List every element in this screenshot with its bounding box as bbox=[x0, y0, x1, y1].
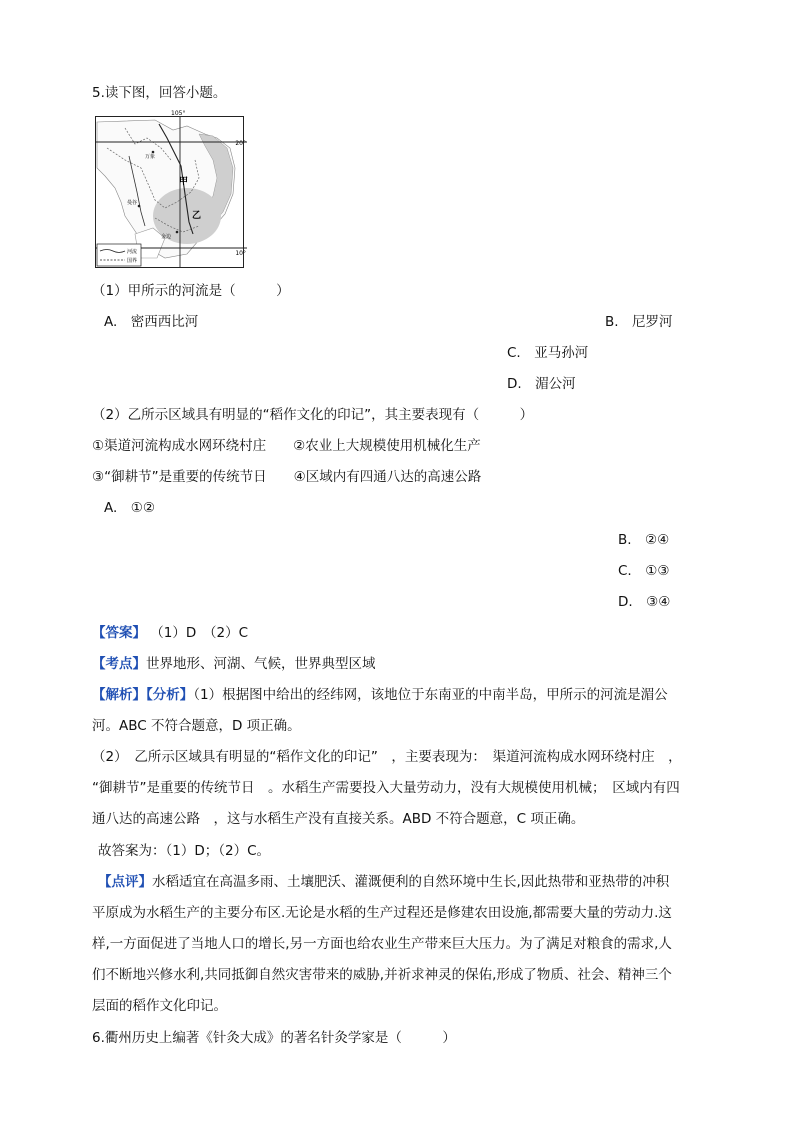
city-dot bbox=[152, 151, 155, 154]
answer-tag: 【答案】 bbox=[92, 625, 146, 641]
answer-line bbox=[92, 624, 248, 642]
lat-bottom-label: 10° bbox=[235, 250, 246, 257]
sub2-option-c: C. ①③ bbox=[618, 563, 670, 579]
dianping-tag: 【点评】 bbox=[98, 874, 152, 890]
sub2-statements-3-4: ③“御耕节”是重要的传统节日 ④区域内有四通八达的高速公路 bbox=[92, 469, 482, 485]
jiexi-tag: 【解析】【分析】 bbox=[92, 687, 194, 703]
kaodian-line bbox=[92, 655, 376, 673]
question-5-stem: 5.读下图，回答小题。 bbox=[92, 85, 227, 101]
city-phnompenh: 金边 bbox=[161, 234, 172, 240]
sub2-option-b: B. ②④ bbox=[618, 532, 670, 548]
dianping-text-1: 水稻适宜在高温多雨、土壤肥沃、灌溉便利的自然环境中生长,因此热带和亚热带的冲积 bbox=[152, 874, 670, 890]
jiexi-line-4: “御耕节”是重要的传统节日 。水稻生产需要投入大量劳动力，没有大规模使用机械； 区域内有四 bbox=[92, 780, 680, 796]
final-answer: 故答案为：（1）D；（2）C。 bbox=[98, 843, 270, 859]
sub1-option-b: B. 尼罗河 bbox=[605, 314, 673, 330]
sub2-question: （2）乙所示区域具有明显的“稻作文化的印记”，其主要表现有（ ） bbox=[92, 407, 534, 423]
sub1-question: （1）甲所示的河流是（ ） bbox=[92, 283, 290, 299]
city-dot bbox=[176, 231, 179, 234]
kaodian-text: 世界地形、河湖、气候，世界典型区域 bbox=[146, 656, 376, 672]
sub2-option-d: D. ③④ bbox=[618, 594, 671, 610]
jiexi-line-5: 通八达的高速公路 ，这与水稻生产没有直接关系。ABD 不符合题意，C 项正确。 bbox=[92, 811, 585, 827]
southeast-asia-map bbox=[95, 108, 247, 268]
sub1-option-a: A. 密西西比河 bbox=[104, 314, 199, 330]
city-vientiane: 万象 bbox=[145, 154, 156, 160]
longitude-label: 105° bbox=[171, 110, 186, 117]
dianping-line-4: 们不断地兴修水利,共同抵御自然灾害带来的威胁,并祈求神灵的保佑,形成了物质、社会、精神三个 bbox=[92, 967, 672, 983]
kaodian-tag: 【考点】 bbox=[92, 656, 146, 672]
label-yi: 乙 bbox=[192, 211, 202, 221]
dianping-line-1 bbox=[98, 873, 669, 891]
dianping-line-2: 平原成为水稻生产的主要分布区.无论是水稻的生产过程还是修建农田设施,都需要大量的劳动力.这 bbox=[92, 905, 672, 921]
legend-border: 国界 bbox=[127, 258, 138, 264]
dianping-line-5: 层面的稻作文化印记。 bbox=[92, 998, 227, 1014]
jiexi-text-1: （1）根据图中给出的经纬网，该地位于东南亚的中南半岛，甲所示的河流是湄公 bbox=[193, 687, 668, 703]
sub2-statements-1-2: ①渠道河流构成水网环绕村庄 ②农业上大规模使用机械化生产 bbox=[92, 438, 481, 454]
city-bangkok: 曼谷 bbox=[127, 200, 138, 206]
jiexi-line-1 bbox=[92, 686, 668, 704]
answer-text: （1）D （2）C bbox=[150, 625, 249, 641]
lat-top-label: 20° bbox=[235, 140, 246, 147]
sub2-option-a: A. ①② bbox=[104, 500, 155, 516]
sub1-option-c: C. 亚马孙河 bbox=[507, 345, 589, 361]
city-dot bbox=[138, 205, 141, 208]
question-6-stem: 6.衢州历史上编著《针灸大成》的著名针灸学家是（ ） bbox=[92, 1030, 456, 1046]
jiexi-line-3: （2） 乙所示区域具有明显的“稻作文化的印记” ，主要表现为： 渠道河流构成水网环绕村庄 ， bbox=[92, 749, 682, 765]
label-jia: 甲 bbox=[179, 177, 189, 187]
sub1-option-d: D. 湄公河 bbox=[507, 376, 576, 392]
dianping-line-3: 样,一方面促进了当地人口的增长,另一方面也给农业生产带来巨大压力。为了满足对粮食的需求,人 bbox=[92, 936, 672, 952]
jiexi-line-2: 河。ABC 不符合题意，D 项正确。 bbox=[92, 718, 301, 734]
legend-river: 河流 bbox=[127, 249, 138, 255]
